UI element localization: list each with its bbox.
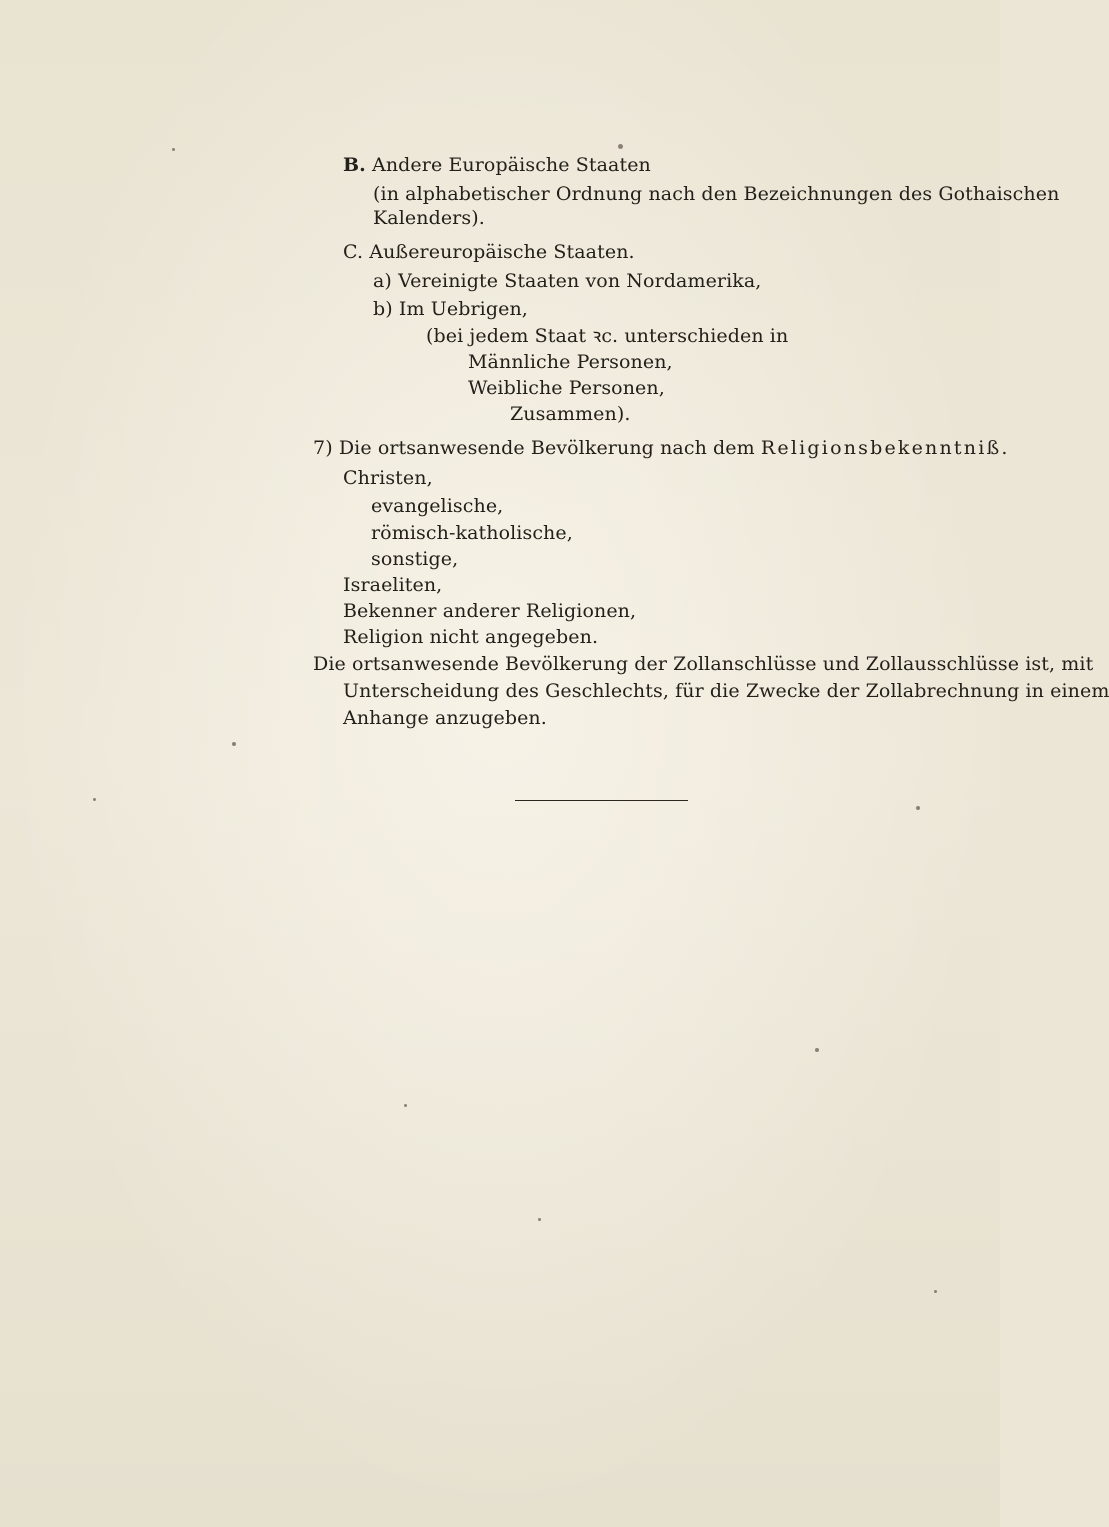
ink-speck [934,1290,937,1293]
section-7-heading [313,436,1010,460]
section-c-note-line-4: Zusammen). [510,403,631,425]
section-7-spaced-term: Religionsbekenntniß. [760,437,1010,459]
ink-speck [815,1048,819,1052]
religion-item-sonstige: sonstige, [371,548,459,570]
horizontal-rule [515,800,688,801]
section-b-title: Andere Europäische Staaten [372,154,651,176]
section-c-note-line-1: (bei jedem Staat ꝛc. unterschieden in [426,325,789,347]
religion-item-nicht-angegeben: Religion nicht angegeben. [343,626,599,648]
ink-speck [618,144,623,149]
section-c-item-b: b) Im Uebrigen, [373,298,528,320]
section-c-label: C. [343,241,364,263]
religion-item-evangelisch: evangelische, [371,495,504,517]
ink-speck [172,148,175,151]
ink-speck [916,806,920,810]
section-b-heading [343,153,651,177]
section-c-note-line-3: Weibliche Personen, [468,377,665,399]
section-c-note-line-2: Männliche Personen, [468,351,673,373]
ink-speck [538,1218,541,1221]
section-b-label: B. [343,154,366,176]
section-b-note-line-2: Kalenders). [373,207,485,229]
section-c-item-a: a) Vereinigte Staaten von Nordamerika, [373,270,762,292]
ink-speck [404,1104,407,1107]
religion-item-israeliten: Israeliten, [343,574,443,596]
closing-paragraph-line-3: Anhange anzugeben. [343,707,547,729]
closing-paragraph-line-1: Die ortsanwesende Bevölkerung der Zollanschlüsse und Zollausschlüsse ist, mit [313,653,1094,675]
section-7-text: Die ortsanwesende Bevölkerung nach dem [338,437,755,459]
section-b-note-line-1: (in alphabetischer Ordnung nach den Bezeichnungen des Gothaischen [373,183,1060,205]
ink-speck [93,798,96,801]
religion-item-andere: Bekenner anderer Religionen, [343,600,637,622]
religion-item-christen: Christen, [343,467,433,489]
section-c-heading [343,240,635,264]
ink-speck [232,742,236,746]
closing-paragraph-line-2: Unterscheidung des Geschlechts, für die Zwecke der Zollabrechnung in einem [343,680,1109,702]
religion-item-roemisch-katholisch: römisch-katholische, [371,522,573,544]
section-c-title: Außereuropäische Staaten. [369,241,635,263]
section-7-number: 7) [313,437,333,459]
